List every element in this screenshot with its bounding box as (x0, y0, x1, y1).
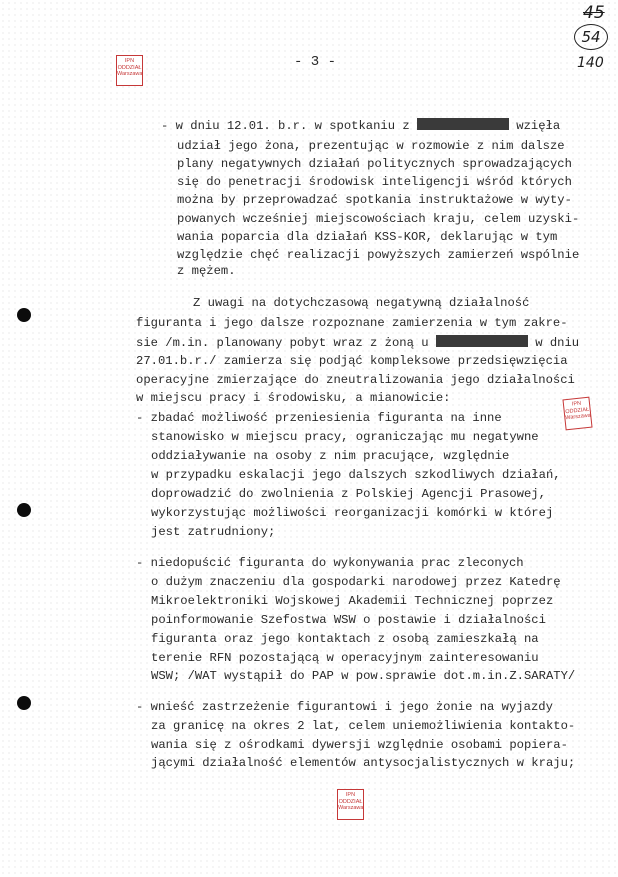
binder-hole (17, 308, 31, 322)
bullet-line: doprowadzić do zwolnienia z Polskiej Agencji Prasowej, (151, 487, 546, 501)
redaction-bar (417, 118, 509, 130)
bullet-line: jest zatrudniony; (151, 525, 276, 539)
paragraph-line: figuranta i jego dalsze rozpoznane zamierzenia w tym zakre- (136, 316, 568, 330)
paragraph-line: się do penetracji środowisk inteligencji wśród których (177, 175, 572, 189)
bullet-line: w przypadku eskalacji jego dalszych szkodliwych działań, (151, 468, 561, 482)
redaction-bar (436, 335, 528, 347)
bullet-line: Mikroelektroniki Wojskowej Akademii Technicznej poprzez (151, 594, 554, 608)
page-number: - 3 - (294, 54, 337, 70)
paragraph-line: plany negatywnych działań politycznych sprowadzających (177, 157, 572, 171)
binder-hole (17, 503, 31, 517)
paragraph-line: - w dniu 12.01. b.r. w spotkaniu z wzięła (161, 119, 561, 133)
bullet-line: o dużym znaczeniu dla gospodarki narodowej przez Katedrę (151, 575, 561, 589)
bullet-line: figuranta oraz jego kontaktach z osobą zamieszkałą na (151, 632, 539, 646)
bullet-line: stanowisko w miejscu pracy, ograniczając mu negatywne (151, 430, 539, 444)
handwritten-number-top: 45 (583, 3, 605, 23)
ipn-stamp: IPN ODDZIAŁ Warszawa (116, 55, 143, 86)
paragraph-line: z mężem. (177, 264, 236, 278)
ipn-stamp: IPN ODDZIAŁ Warszawa (562, 397, 592, 431)
bullet-line: - zbadać możliwość przeniesienia figuranta na inne (136, 411, 502, 425)
bullet-line: oddziaływanie na osoby z nim pracujące, względnie (151, 449, 510, 463)
paragraph-line: operacyjne zmierzające do zneutralizowania jego działalności (136, 373, 575, 387)
bullet-line: poinformowanie Szefostwa WSW o postawie i działalności (151, 613, 546, 627)
paragraph-line: powanych wcześniej miejscowościach kraju, celem uzyski- (177, 212, 580, 226)
paragraph-line: Z uwagi na dotychczasową negatywną działalność (193, 296, 530, 310)
handwritten-number-bottom: 140 (577, 55, 604, 71)
paragraph-line: w miejscu pracy i środowisku, a mianowicie: (136, 391, 451, 405)
bullet-line: wykorzystując możliwości reorganizacji komórki w której (151, 506, 554, 520)
bullet-line: - niedopuścić figuranta do wykonywania prac zleconych (136, 556, 524, 570)
ipn-stamp: IPN ODDZIAŁ Warszawa (337, 789, 364, 820)
bullet-line: jącymi działalność elementów antysocjalistycznych w kraju; (151, 756, 576, 770)
bullet-line: wania się z ośrodkami dywersji względnie osobami popiera- (151, 738, 568, 752)
paragraph-line: można by przeprowadzać spotkania instruktażowe w wyty- (177, 193, 572, 207)
paragraph-line: sie /m.in. planowany pobyt wraz z żoną u w dniu (136, 336, 580, 350)
paragraph-line: wania poparcia dla działań KSS-KOR, deklarując w tym (177, 230, 558, 244)
binder-hole (17, 696, 31, 710)
bullet-line: WSW; /WAT wystąpił do PAP w pow.sprawie dot.m.in.Z.SARATY/ (151, 669, 576, 683)
paragraph-line: udział jego żona, prezentując w rozmowie z nim dalsze (177, 139, 565, 153)
paragraph-line: 27.01.b.r./ zamierza się podjąć kompleksowe przedsięwzięcia (136, 354, 568, 368)
bullet-line: - wnieść zastrzeżenie figurantowi i jego żonie na wyjazdy (136, 700, 553, 714)
paragraph-line: względzie chęć realizacji powyższych zamierzeń wspólnie (177, 248, 580, 262)
circled-number-text: 54 (581, 28, 601, 46)
bullet-line: za granicę na okres 2 lat, celem uniemożliwienia kontakto- (151, 719, 576, 733)
handwritten-number-circled (574, 24, 608, 50)
bullet-line: terenie RFN pozostającą w operacyjnym zainteresowaniu (151, 651, 539, 665)
